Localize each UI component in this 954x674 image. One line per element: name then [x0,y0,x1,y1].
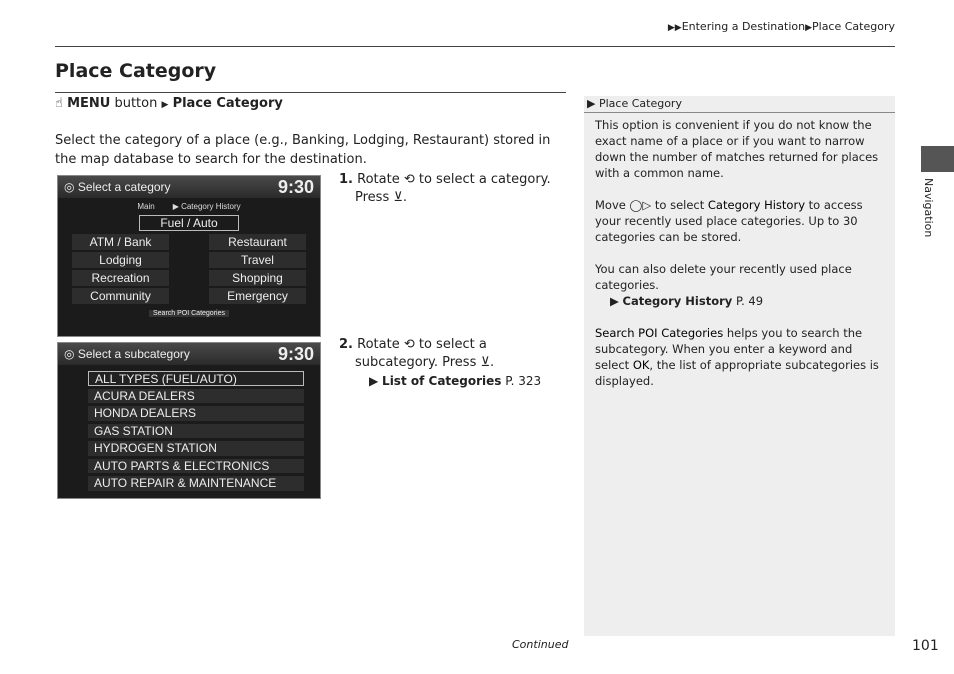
press-knob-icon: ⊻ [393,190,403,205]
breadcrumb-item[interactable]: Place Category [812,20,895,33]
breadcrumb-item[interactable]: Entering a Destination [681,20,806,33]
category-screen: ◎ Select a category 9:30 Main ▶ Category History Fuel / Auto ATM / Bank Restaurant Lodging Travel Recreation Shopping Community Emergency Search POI Categories [57,175,321,337]
cross-reference[interactable]: ▶ Category History P. 49 [610,294,764,308]
step-1: 1. Rotate ⟲ to select a category. Press ⊻. [339,172,551,205]
note-paragraph: This option is convenient if you do not know the exact name of a place or if you want to narrow down the number of matches returned for places with a common name. [595,118,879,180]
subcategory-item[interactable]: AUTO PARTS & ELECTRONICS [88,459,304,474]
fuel-auto-item[interactable]: Fuel / Auto [139,215,239,231]
hand-icon: ☝ [55,96,63,111]
section-tab[interactable] [921,146,954,172]
intro-text: Select the category of a place (e.g., Banking, Lodging, Restaurant) stored in the map database to search for the destination. [55,133,551,167]
tab-category-history[interactable]: Category History [181,202,241,211]
sidebar-note [584,96,895,636]
rotate-knob-icon: ⟲ [403,337,415,352]
section-label: Navigation [922,178,935,238]
clock: 9:30 [277,176,314,197]
note-paragraph: Move ◯▷ to select Category History to access your recently used place categories. Up to 30 categories can be stored. [595,198,863,244]
breadcrumb: ▶▶Entering a Destination▶Place Category [667,20,895,33]
category-item[interactable]: Shopping [209,270,306,286]
category-item[interactable]: Lodging [72,252,169,268]
continued-label: Continued [512,638,569,651]
subcategory-item[interactable]: HYDROGEN STATION [88,441,304,456]
category-item[interactable]: Travel [209,252,306,268]
category-item[interactable]: Community [72,288,169,304]
page-title: Place Category [55,60,217,82]
sidebar-heading: Place Category [598,97,682,110]
subcategory-item[interactable]: ALL TYPES (FUEL/AUTO) [88,371,304,386]
subcategory-screen [57,342,321,499]
divider [55,46,895,47]
press-knob-icon: ⊻ [480,355,490,370]
note-icon: ▶ [587,97,596,110]
category-item[interactable]: Restaurant [209,234,306,250]
divider [55,92,566,93]
move-knob-icon: ◯▷ [629,198,652,212]
subcategory-item[interactable]: GAS STATION [88,424,304,439]
category-item[interactable]: Recreation [72,270,169,286]
cross-reference[interactable]: ▶ List of Categories P. 323 [369,374,542,388]
step-2: 2. Rotate ⟲ to select a subcategory. Press ⊻. ▶ List of Categories P. 323 [339,337,542,388]
tab-main[interactable]: Main [137,202,155,211]
nav-icon: ◎ [64,180,75,194]
subcategory-item[interactable]: AUTO REPAIR & MAINTENANCE [88,476,304,491]
screen-header: Select a subcategory [77,347,190,361]
clock: 9:30 [277,343,314,364]
note-paragraph: Search POI Categories helps you to search the subcategory. When you enter a keyword and select OK, the list of appropriate subcategories is displayed. [595,326,879,388]
category-item[interactable]: Emergency [209,288,306,304]
note-paragraph: You can also delete your recently used place categories. ▶ Category History P. 49 [595,262,852,308]
page-number: 101 [912,638,939,654]
rotate-knob-icon: ⟲ [403,172,415,187]
menu-path: ☝ MENU button ▶ Place Category [55,96,283,111]
subcategory-item[interactable]: HONDA DEALERS [88,406,304,421]
category-item[interactable]: ATM / Bank [72,234,169,250]
screen-header: Select a category [77,180,171,194]
nav-icon: ◎ [64,347,75,361]
subcategory-item[interactable]: ACURA DEALERS [88,389,304,404]
search-poi-button[interactable]: Search POI Categories [149,310,229,317]
